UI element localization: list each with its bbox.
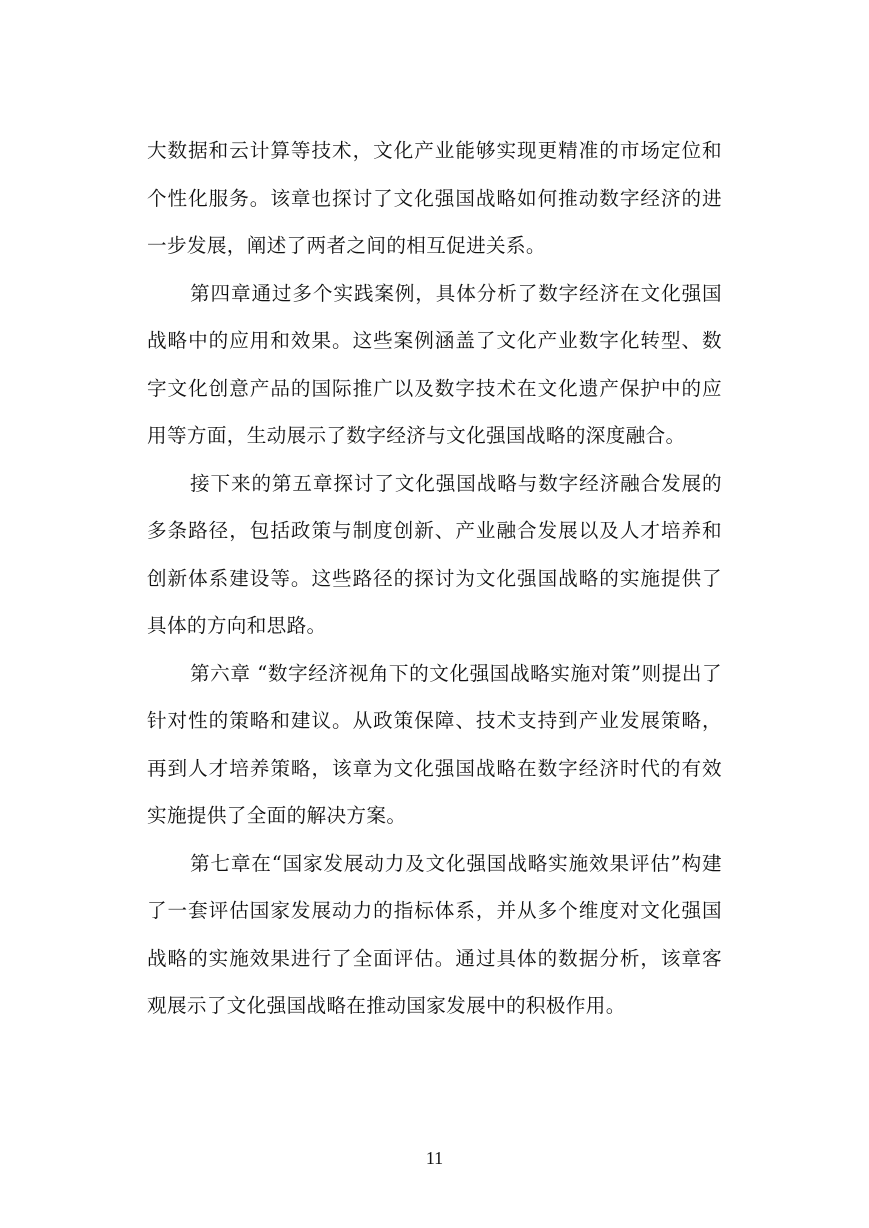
page-number: 11 [425,1148,444,1168]
text-line: 一步发展，阐述了两者之间的相互促进关系。 [147,234,546,257]
text-line: 大数据和云计算等技术，文化产业能够实现更精准的市场定位和 [147,139,722,162]
text-line: 第七章在“国家发展动力及文化强国战略实施效果评估”构建 [190,852,722,875]
text-line: 第六章 “数字经济视角下的文化强国战略实施对策”则提出了 [190,662,722,685]
text-line: 创新体系建设等。这些路径的探讨为文化强国战略的实施提供了 [147,567,722,590]
text-line: 针对性的策略和建议。从政策保障、技术支持到产业发展策略， [147,709,722,732]
text-line: 战略的实施效果进行了全面评估。通过具体的数据分析，该章客 [147,947,722,970]
text-line: 接下来的第五章探讨了文化强国战略与数字经济融合发展的 [190,472,722,495]
text-line: 个性化服务。该章也探讨了文化强国战略如何推动数字经济的进 [147,187,722,210]
text-line: 了一套评估国家发展动力的指标体系，并从多个维度对文化强国 [147,899,722,922]
text-line: 战略中的应用和效果。这些案例涵盖了文化产业数字化转型、数 [147,329,722,352]
text-line: 实施提供了全面的解决方案。 [147,804,407,827]
text-line: 多条路径，包括政策与制度创新、产业融合发展以及人才培养和 [147,519,722,542]
text-line: 第四章通过多个实践案例，具体分析了数字经济在文化强国 [190,282,722,305]
text-line: 具体的方向和思路。 [147,614,327,637]
text-line: 再到人才培养策略，该章为文化强国战略在数字经济时代的有效 [147,757,722,780]
text-line: 用等方面，生动展示了数字经济与文化强国战略的深度融合。 [147,424,686,447]
text-line: 字文化创意产品的国际推广以及数字技术在文化遗产保护中的应 [147,377,722,400]
text-line: 观展示了文化强国战略在推动国家发展中的积极作用。 [147,994,626,1017]
